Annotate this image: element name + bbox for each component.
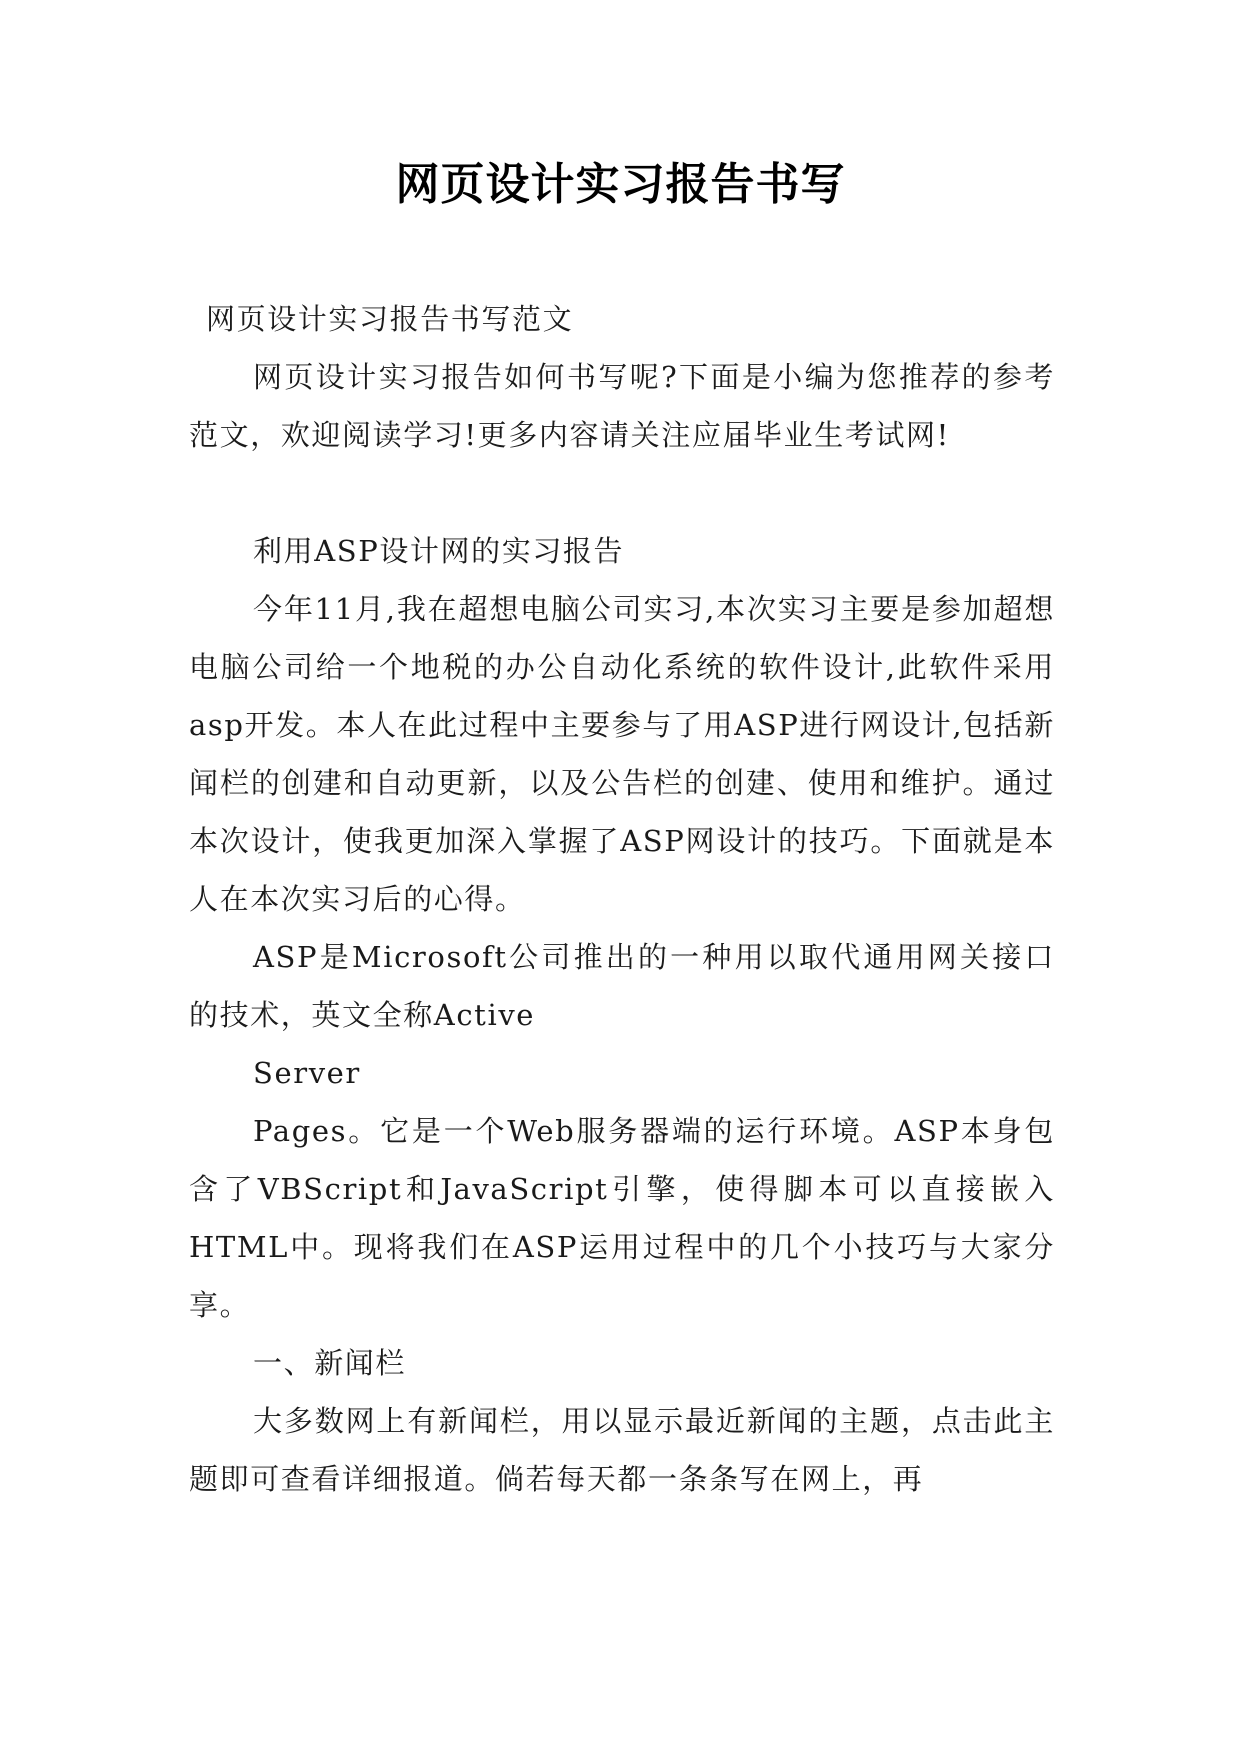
paragraph-news: 大多数网上有新闻栏，用以显示最近新闻的主题，点击此主题即可查看详细报道。倘若每天都一条条写在网上，再 bbox=[189, 1404, 1055, 1496]
paragraph-internship: 今年11月,我在超想电脑公司实习,本次实习主要是参加超想电脑公司给一个地税的办公自动化系统的软件设计,此软件采用asp开发。本人在此过程中主要参与了用ASP进行网设计,包括新闻栏的创建和自动更新，以及公告栏的创建、使用和维护。通过本次设计，使我更加深入掌握了ASP网设计的技巧。下面就是本人在本次实习后的心得。 bbox=[189, 592, 1055, 916]
intro-paragraph: 网页设计实习报告如何书写呢?下面是小编为您推荐的参考范文，欢迎阅读学习!更多内容请关注应届毕业生考试网! bbox=[189, 360, 1055, 452]
paragraph-gap bbox=[189, 464, 1055, 522]
paragraph-asp-intro: ASP是Microsoft公司推出的一种用以取代通用网关接口的技术，英文全称Active bbox=[189, 940, 1055, 1032]
heading-news-column: 一、新闻栏 bbox=[253, 1346, 407, 1380]
document-title: 网页设计实习报告书写 bbox=[395, 159, 846, 210]
paragraph-pages: Pages。它是一个Web服务器端的运行环境。ASP本身包含了VBScript和JavaScript引擎，使得脚本可以直接嵌入HTML中。现将我们在ASP运用过程中的几个小技巧与大家分享。 bbox=[189, 1114, 1055, 1322]
section-heading: 利用ASP设计网的实习报告 bbox=[253, 534, 625, 568]
document-subtitle: 网页设计实习报告书写范文 bbox=[206, 302, 574, 336]
document-body bbox=[189, 290, 1055, 1508]
paragraph-server: Server bbox=[253, 1056, 361, 1090]
